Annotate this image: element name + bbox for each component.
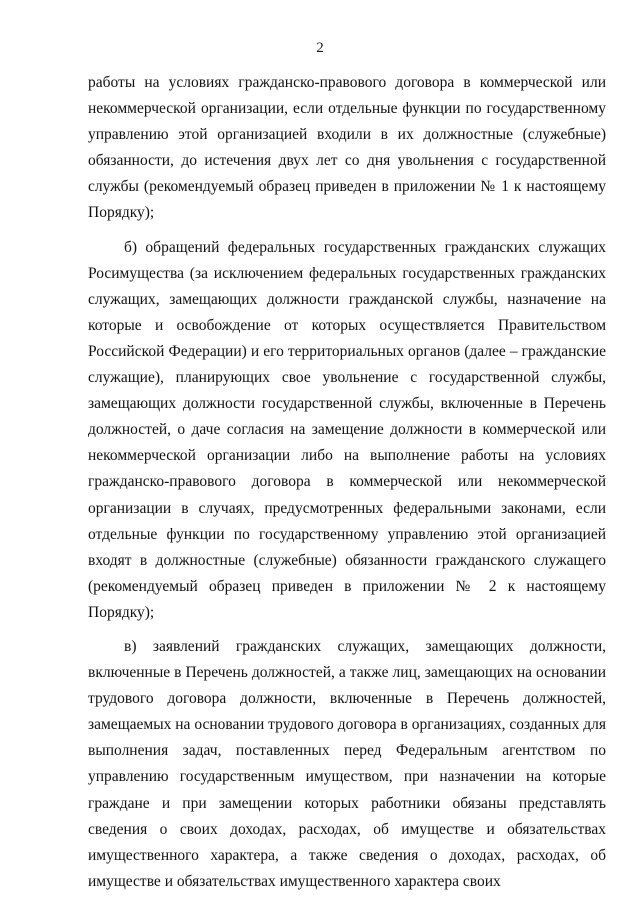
paragraph-item-v: в) заявлений гражданских служащих, замещающих должности, включенные в Перечень должностей, а также лиц, замещающих на основании трудового договора должности, включенные в Перечень должностей, замещаемых на основании трудового договора в организациях, созданных для выполнения задач, поставленных перед Федеральным агентством по управлению государственным имуществом, при назначении на которые граждане и при замещении которых работники обязаны представлять сведения о своих доходах, расходах, об имуществе и обязательствах имущественного характера, а также сведения о доходах, расходах, об имуществе и обязательствах имущественного характера своих: [88, 637, 606, 890]
page-number: 2: [316, 40, 324, 56]
paragraph-continuation: работы на условиях гражданско-правового договора в коммерческой или некоммерческой организации, если отдельные функции по государственному управлению этой организацией входили в их должностные (служебные) обязанности, до истечения двух лет со дня увольнения с государственной службы (рекомендуемый образец приведен в приложении № 1 к настоящему Порядку);: [88, 74, 606, 222]
paragraph-item-b: б) обращений федеральных государственных гражданских служащих Росимущества (за исключением федеральных государственных гражданских служащих, замещающих должности гражданской службы, назначение на которые и освобождение от которых осуществляется Правительством Российской Федерации) и его территориальных органов (далее – гражданские служащие), планирующих свое увольнение с государственной службы, замещающих должности государственной службы, включенные в Перечень должностей, о даче согласия на замещение должности в коммерческой или некоммерческой организации либо на выполнение работы на условиях гражданско-правового договора в коммерческой или некоммерческой организации в случаях, предусмотренных федеральными законами, если отдельные функции по государственному управлению этой организацией входят в должностные (служебные) обязанности гражданского служащего (рекомендуемый образец приведен в приложении № 2 к настоящему Порядку);: [88, 238, 606, 621]
document-body: [88, 70, 606, 895]
